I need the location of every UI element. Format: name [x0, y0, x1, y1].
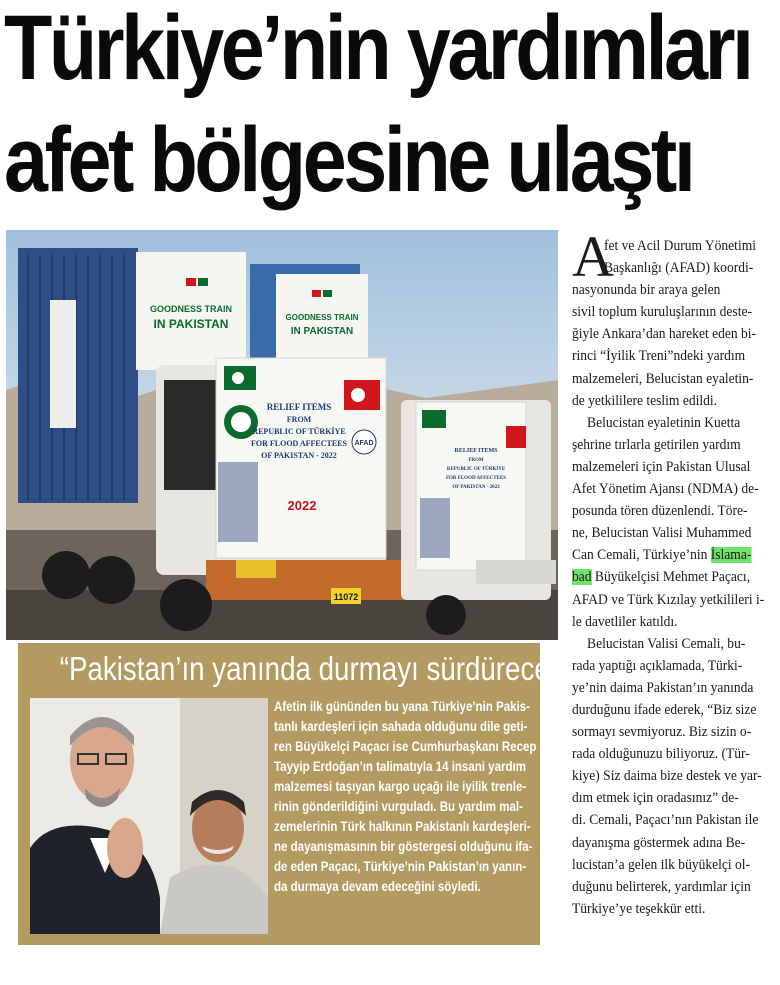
article-line: rinci “İyilik Treni”ndeki yardım	[572, 348, 746, 365]
headline-line-2: afet bölgesine ulaştı	[4, 109, 693, 211]
article-line: Belucistan eyaletinin Kuetta	[587, 414, 741, 431]
highlighted-text: İslama-	[710, 547, 752, 564]
article-line: dayanışma göstermek adına Be-	[572, 834, 746, 851]
quote-line: rinin gönderildiğini vurguladı. Bu yardım mal-	[274, 799, 523, 814]
highlighted-text: bad	[572, 569, 592, 586]
banner-line-4: FOR FLOOD AFFECTEES	[250, 439, 348, 448]
relief-trucks-photo	[6, 230, 558, 640]
article-line: rada yaptığı açıklamada, Türki-	[572, 657, 743, 674]
article-line: Türkiye’ye teşekkür etti.	[572, 900, 706, 917]
article-line: ye’nin daima Pakistan’ın yanında	[572, 679, 754, 696]
article-line: sivil toplum kuruluşlarının deste-	[572, 304, 752, 321]
quote-line: da durmaya devam edeceğini söyledi.	[274, 879, 481, 894]
quote-line: ne dayanışmasının bir göstergesi olduğunu ifa-	[274, 839, 533, 854]
quote-line: malzemesi taşıyan kargo uçağı ile iyilik trenle-	[274, 779, 527, 794]
quote-line: ren Büyükelçi Paçacı ise Cumhurbaşkanı Recep	[274, 739, 537, 754]
article-line: nasyonunda bir araya gelen	[572, 282, 721, 299]
banner2-line-1: RELIEF ITEMS	[454, 448, 498, 454]
article-line: Başkanlığı (AFAD) koordi-	[603, 260, 754, 277]
article-line: posunda tören düzenlendi. Töre-	[572, 503, 748, 520]
article-line: sormayı sevmiyoruz. Biz sizin o-	[572, 724, 752, 741]
officials-photo	[30, 698, 268, 934]
banner-line-5: OF PAKISTAN - 2022	[261, 451, 337, 460]
plate-number: 11072	[333, 592, 359, 602]
container1-line1: GOODNESS TRAIN	[149, 304, 233, 314]
banner2-line-4: FOR FLOOD AFFECTEES	[445, 476, 507, 481]
banner-line-3: REPUBLIC OF TÜRKİYE	[252, 427, 346, 436]
quote-title: “Pakistan’ın yanında durmayı sürdüreceğiz”	[59, 650, 595, 687]
article-line: de yetkililere teslim edildi.	[572, 392, 718, 409]
quote-line: Afetin ilk gününden bu yana Türkiye’nin Pakis-	[274, 699, 530, 714]
container1-line2: IN PAKISTAN	[153, 317, 229, 331]
banner2-line-2: FROM	[468, 458, 484, 463]
article-line: ne, Belucistan Valisi Muhammed	[572, 525, 752, 542]
afad-logo: AFAD	[354, 440, 374, 447]
article-body	[572, 235, 769, 920]
article-line: Afet Yönetim Ajansı (NDMA) de-	[572, 481, 759, 498]
banner2-line-5: OF PAKISTAN - 2022	[452, 485, 500, 490]
quote-line: zemelerinin Türk halkının Pakistanlı kardeşleri-	[274, 819, 531, 834]
article-line: durduğunu ifade ederek, “Biz size	[572, 701, 757, 718]
article-line	[572, 566, 769, 588]
banner-year: 2022	[287, 498, 317, 513]
article-line: malzemeleri, Belucistan eyaletin-	[572, 370, 754, 387]
article-line: AFAD ve Türk Kızılay yetkilileri i-	[572, 591, 765, 608]
banner-line-2: FROM	[286, 415, 312, 424]
banner-line-1: RELIEF ITEMS	[266, 402, 332, 412]
article-line: le davetliler katıldı.	[572, 613, 678, 630]
quote-line: Tayyip Erdoğan’ın talimatıyla 14 insani yardım	[274, 759, 526, 774]
article-text: Büyükelçisi Mehmet Paçacı,	[594, 569, 751, 586]
quote-box	[18, 643, 595, 945]
article-line: fet ve Acil Durum Yönetimi	[603, 238, 756, 254]
article-line: rada olduğunuzu biliyoruz. (Tür-	[572, 746, 750, 763]
article-line: Belucistan Valisi Cemali, bu-	[587, 635, 746, 652]
article-line: dım etmek için oradasınız” de-	[572, 790, 739, 807]
quote-line: tanlı kardeşleri için sahada olduğunu dile geti-	[274, 719, 528, 734]
article-line: lucistan’a gelen ilk büyükelçi ol-	[572, 856, 751, 873]
article-line: şehrine tırlarla getirilen yardım	[572, 436, 741, 453]
article-line: duğunu belirterek, yardımlar için	[572, 878, 751, 895]
article-line: di. Cemali, Paçacı’nın Pakistan ile	[572, 812, 759, 829]
quote-line: de eden Paçacı, Türkiye’nin Pakistan’ın yanın-	[274, 859, 527, 874]
dropcap: A	[572, 224, 614, 289]
article-line: malzemeleri için Pakistan Ulusal	[572, 458, 751, 475]
article-line: kiye) Siz daima bize destek ve yar-	[572, 768, 762, 785]
container2-line1: GOODNESS TRAIN	[285, 313, 359, 322]
headline-line-1: Türkiye’nin yardımları	[4, 0, 751, 99]
article-line: ğiyle Ankara’dan hareket eden bi-	[572, 326, 757, 343]
container2-line2: IN PAKISTAN	[290, 326, 354, 337]
article-line	[572, 544, 769, 566]
banner2-line-3: REPUBLIC OF TÜRKİYE	[446, 467, 506, 472]
quote-body	[274, 697, 537, 897]
article-text: Can Cemali, Türkiye’nin	[572, 547, 708, 564]
